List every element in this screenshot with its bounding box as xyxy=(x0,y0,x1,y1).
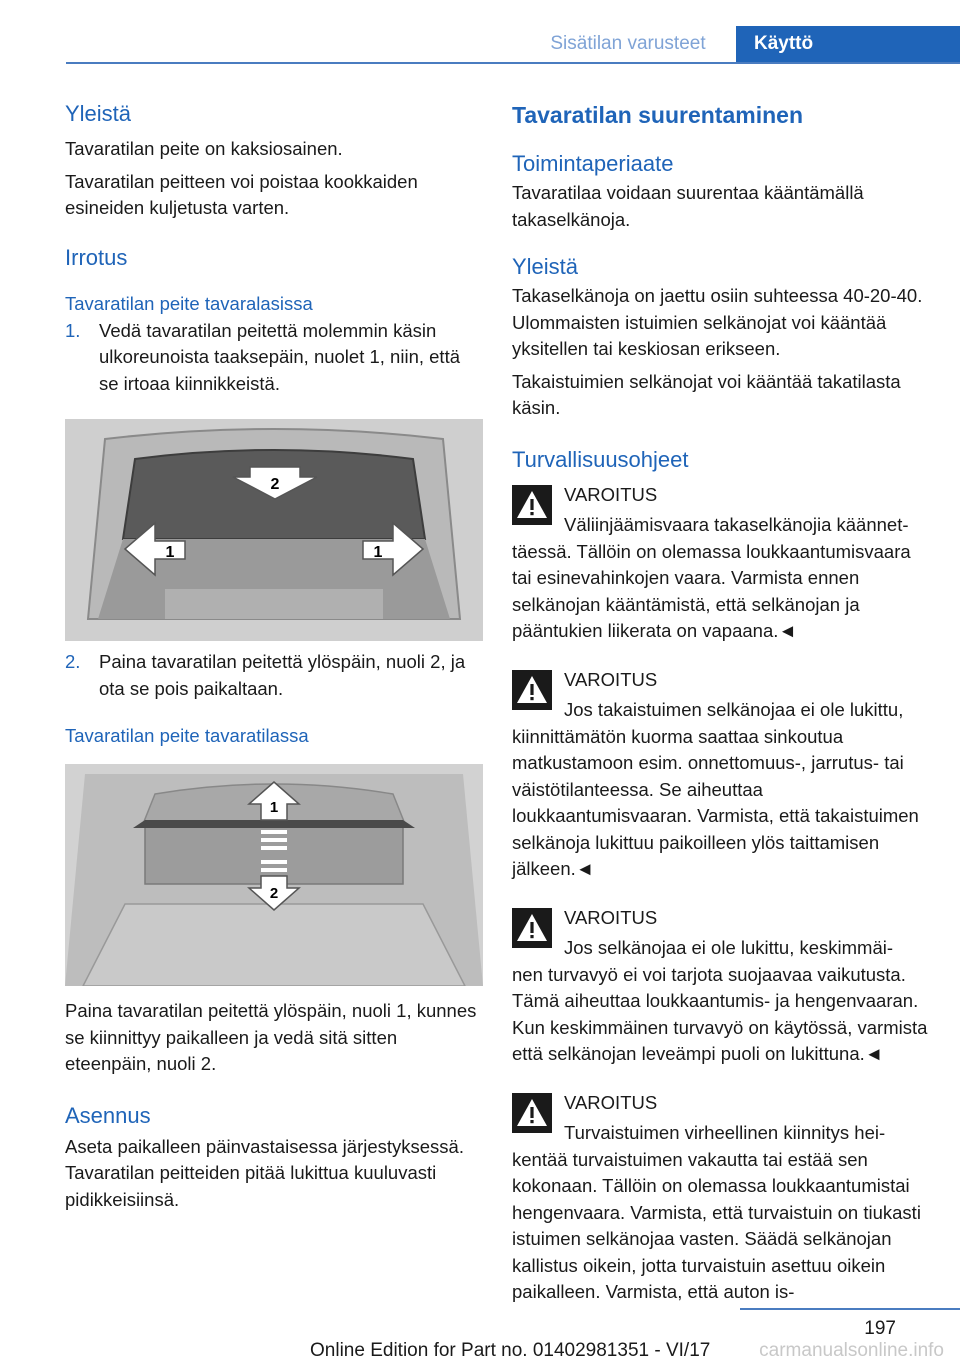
heading-principle: Toimintaperiaate xyxy=(512,151,674,176)
paragraph: Paina tavaratilan peitettä ylöspäin, nuoli 1, kunnes se kiinnittyy paikalleen ja vedä sitä sitten eteenpäin, nuoli 2. xyxy=(65,1000,477,1074)
steps-list xyxy=(65,318,483,398)
header-section-tab: Sisätilan varusteet xyxy=(550,33,706,54)
paragraph: Takaselkänoja on jaettu osiin suhteessa 40-20-40. Ulommaisten istuimien selkänojat voi kääntää yksitellen tai keskiosan erikseen. xyxy=(512,285,923,359)
list-item xyxy=(65,649,483,702)
steps-list xyxy=(65,649,483,702)
warning-icon xyxy=(512,485,552,525)
trunk-shelf-figure xyxy=(65,419,483,641)
warning-text: kentää turvaistuimen vakautta tai estää sen kokonaan. Tällöin on olemassa loukkaantumistai hengenvaara. Varmista, että turvaistuin on tiukasti istuimen selkänojaa vasten. Säädä selkänojan kallistus oikein, jotta turvaistuin asettuu oikein paikalleen. Varmista, että auton is- xyxy=(512,1148,921,1302)
header-rule xyxy=(66,62,960,64)
heading-cover-trunk: Tavaratilan peite tavaratilassa xyxy=(65,725,309,746)
paragraph: Tavaratilan peite on kaksiosainen. xyxy=(65,138,343,159)
heading-cover-shelf: Tavaratilan peite tavaralasissa xyxy=(65,292,313,314)
footer-rule xyxy=(740,1308,960,1310)
warning-title: VAROITUS xyxy=(564,483,658,505)
page-number: 197 xyxy=(864,1318,896,1339)
warning-title: VAROITUS xyxy=(564,906,658,928)
paragraph: Aseta paikalleen päinvastaisessa järjestyksessä. Tavaratilan peitteiden pitää lukittua kuuluvasti pidikkeisiinsä. xyxy=(65,1135,464,1210)
right-column xyxy=(512,98,930,1306)
heading-enlarge: Tavaratilan suurentaminen xyxy=(512,102,803,128)
heading-general: Yleistä xyxy=(65,101,132,126)
left-column xyxy=(65,98,483,1213)
warning-text: täessä. Tällöin on olemassa loukkaantumisvaara tai esinevahinkojen vaara. Varmista ennen selkänojan kääntämistä, että selkänojan ja pääntukien liikerata on vapaana.◄ xyxy=(512,540,911,641)
step-text: Paina tavaratilan peitettä ylöspäin, nuoli 2, ja ota se pois paikaltaan. xyxy=(99,651,466,699)
heading-general: Yleistä xyxy=(512,254,579,279)
warning-text: kiinnittämätön kuorma saattaa sinkoutua matkustamoon esim. onnettomuus-, jarrutus- tai väistötilanteessa. Se aiheuttaa loukkaantumisvaaran. Varmista, että takaistuimen selkänoja lukittuu paikoilleen ylös taittamisen jälkeen.◄ xyxy=(512,725,919,879)
step-number: 2. xyxy=(65,651,81,672)
heading-install: Asennus xyxy=(65,1102,151,1128)
warning-icon xyxy=(512,1093,552,1133)
trunk-cover-figure xyxy=(65,764,483,986)
warning-text: Jos takaistuimen selkänojaa ei ole lukittu, xyxy=(564,699,904,720)
paragraph: Takaistuimien selkänojat voi kääntää takatilasta käsin. xyxy=(512,370,901,418)
warning-text: Väliinjäämisvaara takaselkänojia käännet- xyxy=(564,514,909,535)
watermark: carmanualsonline.info xyxy=(759,1340,944,1361)
warning-text: Jos selkänojaa ei ole lukittu, keskimmäi- xyxy=(564,937,894,958)
paragraph: Tavaratilaa voidaan suurentaa kääntämällä takaselkänoja. xyxy=(512,182,864,230)
warning-text: nen turvavyö ei voi tarjota suojaavaa vaikutusta. Tämä aiheuttaa loukkaantumis- ja hengenvaaran. Kun keskimmäinen turvavyö on käytössä, varmista että selkänojan leveämpi puoli on lukittuna.◄ xyxy=(512,963,928,1064)
heading-removal: Irrotus xyxy=(65,244,128,270)
warning-icon xyxy=(512,908,552,948)
step-text: Vedä tavaratilan peitettä molemmin käsin ulkoreunoista taaksepäin, nuolet 1, niin, että se irtoaa kiinnikkeistä. xyxy=(99,319,460,394)
figure-label: 1 xyxy=(373,544,383,561)
edition-text: Online Edition for Part no. 01402981351 - VI/17 xyxy=(310,1340,711,1361)
figure-label: 2 xyxy=(269,885,279,902)
warning-icon xyxy=(512,670,552,710)
heading-safety: Turvallisuusohjeet xyxy=(512,446,689,472)
warning-block xyxy=(512,905,930,1068)
warning-text: Turvaistuimen virheellinen kiinnitys hei- xyxy=(564,1122,886,1143)
figure-label: 1 xyxy=(165,544,175,561)
step-number: 1. xyxy=(65,319,81,341)
figure-label: 1 xyxy=(269,799,279,816)
warning-block xyxy=(512,1090,930,1306)
figure-label: 2 xyxy=(270,476,280,493)
header-chapter-tab: Käyttö xyxy=(736,26,960,62)
warning-block xyxy=(512,482,930,645)
paragraph: Tavaratilan peitteen voi poistaa kookkaiden esineiden kuljetusta varten. xyxy=(65,170,418,218)
warning-block xyxy=(512,667,930,883)
list-item xyxy=(65,318,483,398)
warning-title: VAROITUS xyxy=(564,668,658,690)
warning-title: VAROITUS xyxy=(564,1091,658,1113)
